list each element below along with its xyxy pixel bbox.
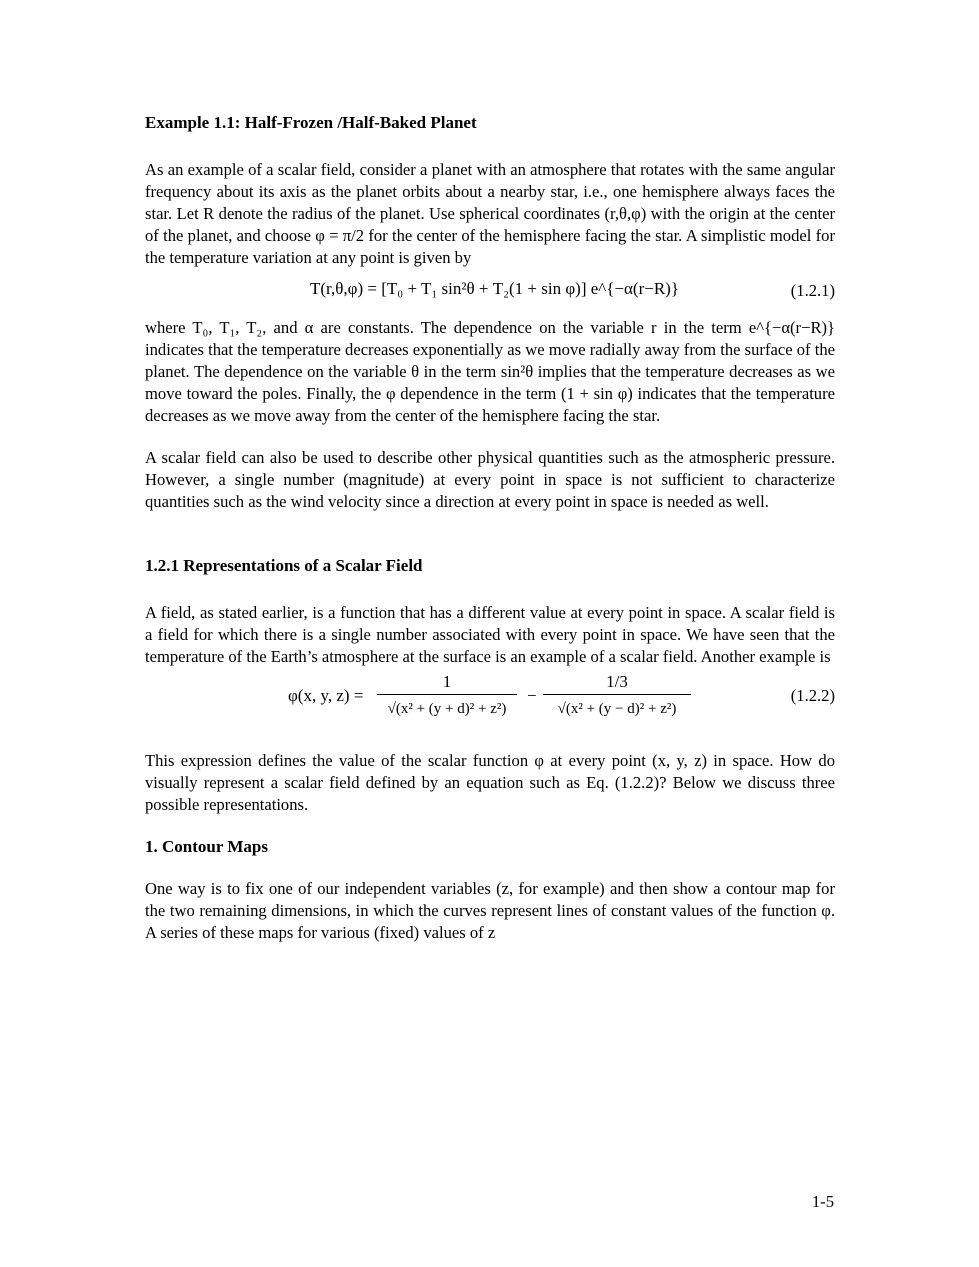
paragraph-field-definition: A field, as stated earlier, is a function that has a different value at every point in space. A scalar field is a field for which there is a single number associated with every point in space. We have seen that the temperature of the Earth’s atmosphere at the surface is an example of a scalar field. Another example is: [145, 603, 835, 666]
paragraph-intro: As an example of a scalar field, consider a planet with an atmosphere that rotates with the same angular frequency about its axis as the planet orbits about a nearby star, i.e., one hemisphere always faces the star. Let R denote the radius of the planet. Use spherical coordinates (r,θ,φ) with the origin at the center of the planet, and choose φ = π/2 for the center of the hemisphere facing the star. A simplistic model for the temperature variation at any point is given by: [145, 160, 835, 267]
equation-number: (1.2.1): [790, 281, 835, 300]
paragraph-contour: One way is to fix one of our independent variables (z, for example) and then show a contour map for the two remaining dimensions, in which the curves represent lines of constant values of the function φ. A series of these maps for various (fixed) values of z: [145, 879, 835, 942]
subheading-contour-maps: 1. Contour Maps: [145, 837, 268, 856]
section-heading: 1.2.1 Representations of a Scalar Field: [145, 556, 423, 575]
denominator: √(x² + (y − d)² + z²): [543, 694, 691, 718]
paragraph-constants: where T₀, T₁, T₂, and α are constants. The dependence on the variable r in the term e^{−α(r−R)} indicates that the temperature decreases exponentially as we move radially away from the surface of the planet. The dependence on the variable θ in the term sin²θ implies that the temperature decreases as we move toward the poles. Finally, the φ dependence in the term (1 + sin φ) indicates that the temperature decreases as we move away from the center of the hemisphere facing the star.: [145, 318, 835, 425]
equation-number: (1.2.2): [790, 686, 835, 705]
minus-sign: −: [527, 686, 537, 705]
equation-1-2-1: [145, 269, 835, 317]
equation-lhs: φ(x, y, z) =: [288, 686, 364, 705]
equation-body: T(r,θ,φ) = [T₀ + T₁ sin²θ + T₂(1 + sin φ)] e^{−α(r−R)}: [310, 279, 679, 298]
paragraph-expression: This expression defines the value of the scalar function φ at every point (x, y, z) in space. How do visually represent a scalar field defined by an equation such as Eq. (1.2.2)? Below we discuss three possible representations.: [145, 751, 835, 814]
numerator: 1: [442, 672, 452, 691]
numerator: 1/3: [606, 672, 628, 691]
denominator: √(x² + (y + d)² + z²): [377, 694, 517, 718]
fraction-one: [377, 672, 517, 718]
page-content: [145, 112, 835, 944]
example-heading: Example 1.1: Half-Frozen /Half-Baked Planet: [145, 113, 477, 132]
equation-1-2-2: [145, 668, 835, 750]
paragraph-pressure: A scalar field can also be used to describe other physical quantities such as the atmospheric pressure. However, a single number (magnitude) at every point in space is not sufficient to characterize quantities such as the wind velocity since a direction at every point in space is needed as well.: [145, 448, 835, 511]
fraction-two: [543, 672, 691, 718]
page-number: 1-5: [811, 1192, 834, 1211]
